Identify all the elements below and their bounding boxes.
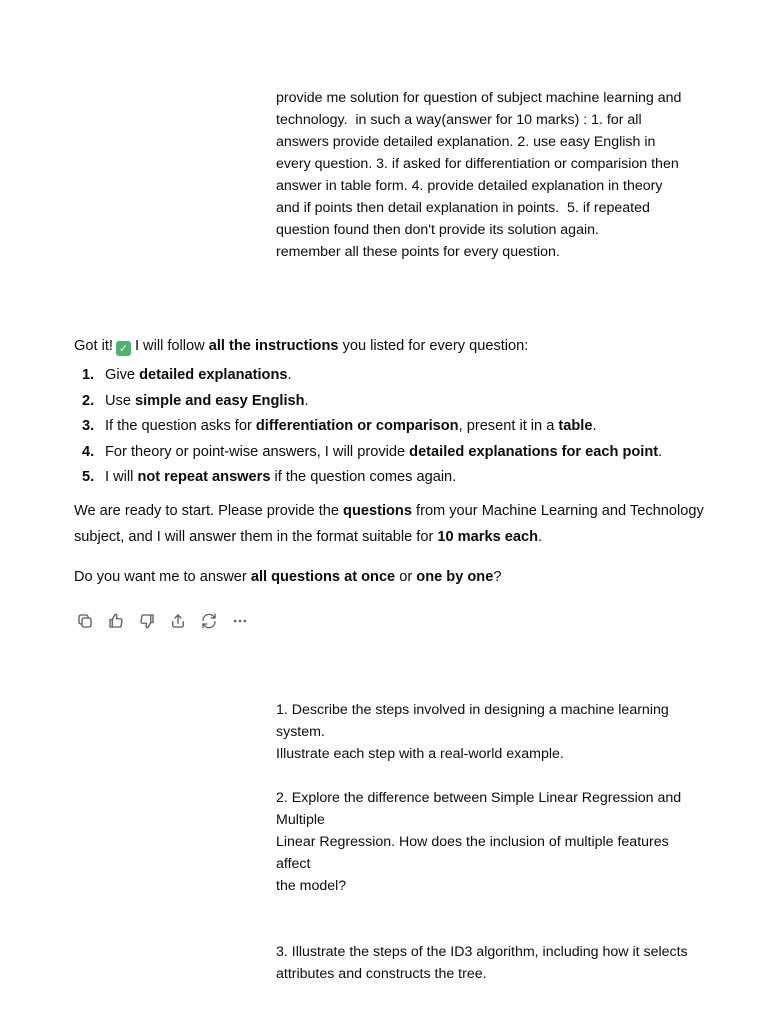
list-item <box>74 363 704 389</box>
list-item-bold: simple and easy English <box>135 392 305 409</box>
copy-button[interactable] <box>74 611 96 631</box>
ready-text: We are ready to start. Please provide the <box>74 502 344 519</box>
user-message-2: 1. Describe the steps involved in designing a machine learning system. Illustrate each step with a real-world example. 2. Explore the difference between Simple Linear Regression and Multiple Linear Regression. How does the inclusion of multiple features affect the model? 3. Illustrate the steps of the ID3 algorithm, including how it selects attributes and constructs the tree. <box>276 702 688 982</box>
regenerate-icon <box>200 612 218 630</box>
list-item-text: For theory or point-wise answers, I will provide <box>105 443 410 460</box>
intro-got-it: Got it! <box>74 338 113 354</box>
list-item-text: . <box>287 367 292 383</box>
list-item-number: 3. <box>82 418 95 434</box>
message-actions <box>74 611 251 631</box>
list-item-bold: not repeat answers <box>137 469 271 485</box>
question-text: or <box>395 568 417 585</box>
list-item-text: , present it in a <box>458 418 559 434</box>
regenerate-button[interactable] <box>198 611 220 631</box>
ready-text: from your Machine Learning and Technology subject, and I will answer them in the format suitable for <box>74 502 704 545</box>
question-text: ? <box>493 568 502 585</box>
list-item <box>74 414 704 440</box>
list-item-number: 2. <box>82 392 95 409</box>
list-item <box>74 440 704 466</box>
intro-text-end: you listed for every question: <box>342 338 529 354</box>
question-bold: one by one <box>416 568 494 585</box>
instruction-list <box>74 363 704 491</box>
list-item-text: . <box>304 392 309 409</box>
thumbs-down-icon <box>138 612 156 630</box>
share-icon <box>169 612 187 630</box>
list-item-bold: detailed explanations for each point <box>409 443 659 460</box>
list-item-number: 4. <box>82 443 95 460</box>
list-item-text: Use <box>105 392 136 409</box>
list-item-text: . <box>592 418 597 434</box>
ready-text: . <box>538 528 543 545</box>
ready-bold: 10 marks each <box>437 528 539 545</box>
list-item-text: if the question comes again. <box>270 469 457 485</box>
thumbs-up-icon <box>107 612 125 630</box>
list-item-text: Give <box>105 367 140 383</box>
thumbs-up-button[interactable] <box>105 611 127 631</box>
intro-text: I will follow <box>134 338 205 354</box>
question-text: Do you want me to answer <box>74 568 251 585</box>
list-item-number: 1. <box>82 367 95 383</box>
intro-paragraph <box>74 333 704 359</box>
thumbs-down-button[interactable] <box>136 611 158 631</box>
list-item-bold: detailed explanations <box>139 367 288 383</box>
question-paragraph <box>74 564 704 590</box>
list-item <box>74 465 704 491</box>
user-message-1: provide me solution for question of subject machine learning and technology. in such a way(answer for 10 marks) : 1. for all answers provide detailed explanation. 2. use easy English in every question. 3. if asked for differentiation or comparision then answer in table form. 4. provide detailed explanation in theory and if points then detail explanation in points. 5. if repeated question found then don't provide its solution again. remember all these points for every question. <box>276 90 686 260</box>
more-options-button[interactable] <box>229 611 251 631</box>
ready-bold: questions <box>343 502 412 519</box>
intro-bold: all the instructions <box>208 338 339 354</box>
list-item <box>74 389 704 415</box>
list-item-bold: table <box>558 418 593 434</box>
check-mark-icon: ✓ <box>116 341 131 356</box>
assistant-reply <box>74 333 704 590</box>
more-options-icon <box>231 612 249 630</box>
list-item-bold: differentiation or comparison <box>255 418 459 434</box>
list-item-text: If the question asks for <box>105 418 256 434</box>
list-item-text: I will <box>105 469 138 485</box>
ready-paragraph <box>74 498 704 550</box>
question-bold: all questions at once <box>250 568 396 585</box>
share-button[interactable] <box>167 611 189 631</box>
list-item-number: 5. <box>82 469 95 485</box>
list-item-text: . <box>658 443 663 460</box>
copy-icon <box>76 612 94 630</box>
